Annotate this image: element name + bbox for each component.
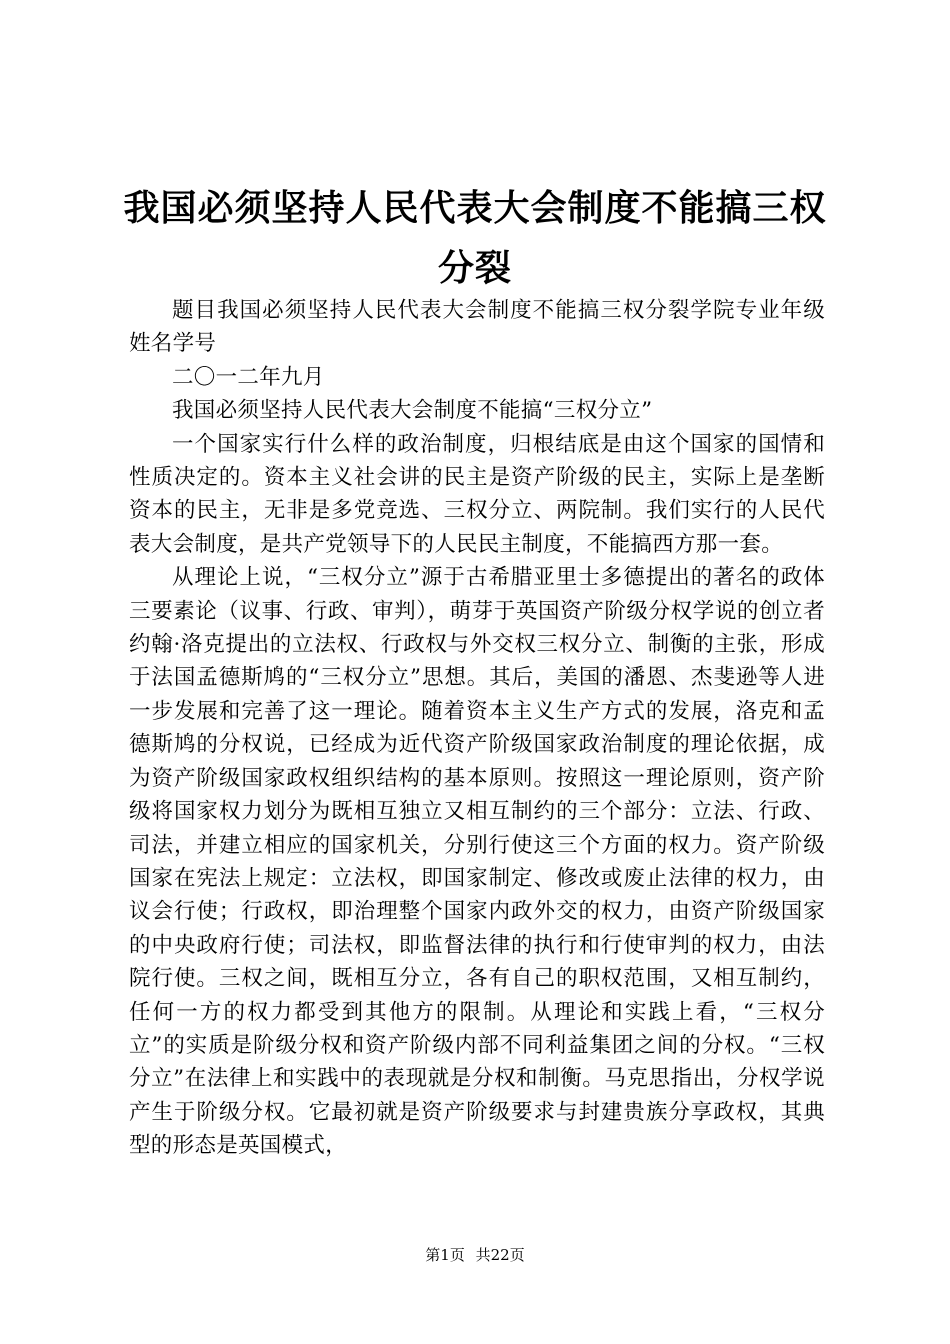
document-title: 我国必须坚持人民代表大会制度不能搞三权分裂: [123, 187, 827, 289]
document-body: [129, 294, 825, 1163]
paragraph-date: 二〇一二年九月: [172, 364, 325, 390]
page-footer: [0, 1245, 950, 1265]
page-number: 第1页: [425, 1246, 465, 1264]
paragraph-intro: 一个国家实行什么样的政治制度，归根结底是由这个国家的国情和性质决定的。资本主义社会讲的民主是资产阶级的民主，实际上是垄断资本的民主，无非是多党竞选、三权分立、两院制。我们实行的人民代表大会制度，是共产党领导下的人民民主制度，不能搞西方那一套。: [129, 431, 825, 557]
paragraph-subtitle: 我国必须坚持人民代表大会制度不能搞“三权分立”: [172, 398, 653, 424]
page-total: 共22页: [475, 1246, 525, 1264]
paragraph-header-line: 题目我国必须坚持人民代表大会制度不能搞三权分裂学院专业年级姓名学号: [129, 298, 825, 357]
paragraph-theory: 从理论上说，“三权分立”源于古希腊亚里士多德提出的著名的政体三要素论（议事、行政、审判），萌芽于英国资产阶级分权学说的创立者约翰·洛克提出的立法权、行政权与外交权三权分立、制衡的主张，形成于法国孟德斯鸠的“三权分立”思想。其后，美国的潘恩、杰斐逊等人进一步发展和完善了这一理论。随着资本主义生产方式的发展，洛克和孟德斯鸠的分权说，已经成为近代资产阶级国家政治制度的理论依据，成为资产阶级国家政权组织结构的基本原则。按照这一理论原则，资产阶级将国家权力划分为既相互独立又相互制约的三个部分：立法、行政、司法，并建立相应的国家机关，分别行使这三个方面的权力。资产阶级国家在宪法上规定：立法权，即国家制定、修改或废止法律的权力，由议会行使；行政权，即治理整个国家内政外交的权力，由资产阶级国家的中央政府行使；司法权，即监督法律的执行和行使审判的权力，由法院行使。三权之间，既相互分立，各有自己的职权范围，又相互制约，任何一方的权力都受到其他方的限制。从理论和实践上看，“三权分立”的实质是阶级分权和资产阶级内部不同利益集团之间的分权。“三权分立”在法律上和实践中的表现就是分权和制衡。马克思指出，分权学说产生于阶级分权。它最初就是资产阶级要求与封建贵族分享政权，其典型的形态是英国模式，: [129, 565, 825, 1159]
